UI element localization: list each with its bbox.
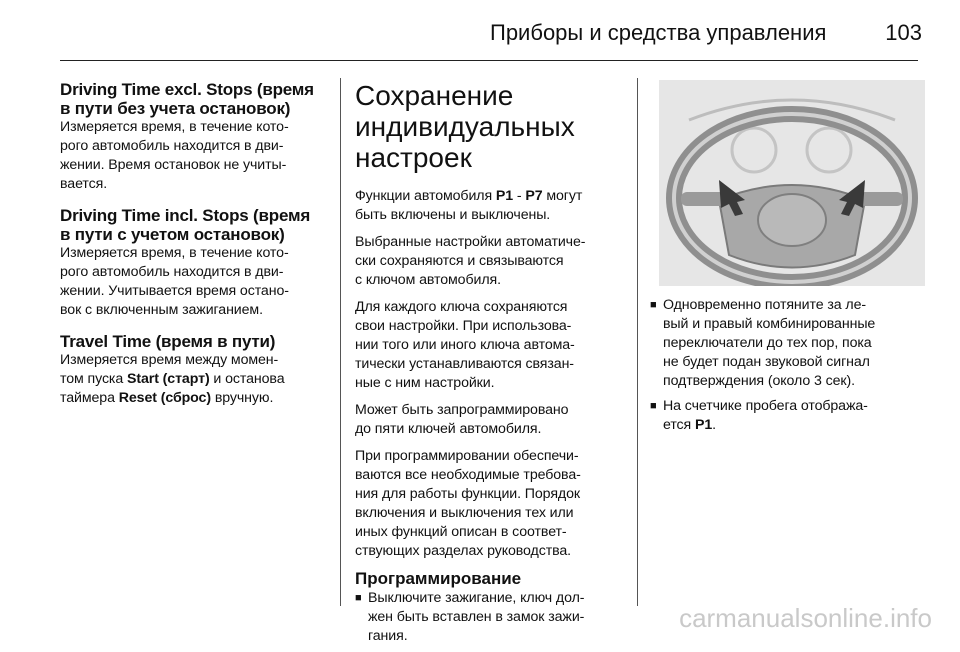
text-line: нии того или иного ключа автома- [355,337,575,353]
column-left [60,80,328,408]
text-fragment: таймера [60,390,119,406]
section-body [60,118,328,194]
column-divider-1 [340,78,341,606]
text-line: ные с ним настройки. [355,375,495,391]
text-line: не будет подан звуковой сигнал [663,354,870,370]
column-divider-2 [637,78,638,606]
subheading-programming: Программирование [355,569,522,588]
section-driving-time-excl [60,80,328,194]
paragraph [355,233,625,290]
text-line: Измеряется время, в течение кото- [60,245,289,261]
section-title [355,80,625,173]
paragraph [355,447,625,561]
text-line: рого автомобиль находится в дви- [60,264,284,280]
bullet-item [650,397,920,435]
watermark: carmanualsonline.info [679,603,932,633]
text-line: включения и выключения тех или [355,505,574,521]
page-number: 103 [885,20,922,45]
text-line: жении. Учитывается время остано- [60,283,289,299]
text-line: Может быть запрограммировано [355,402,569,418]
text-fragment: том пуска [60,371,127,387]
paragraph [355,298,625,393]
title-line: настроек [355,142,472,173]
text-fragment: могут [542,188,583,204]
heading-line: Driving Time excl. Stops (время [60,80,314,99]
text-fragment: вручную. [210,390,274,406]
text-line: жен быть вставлен в замок зажи- [368,609,585,625]
text-fragment: Функции автомобиля [355,188,496,204]
text-line: быть включены и выключены. [355,207,551,223]
bullet-text [663,296,875,391]
bold-term: Start (старт) [127,371,210,387]
text-line: Измеряется время между момен- [60,352,279,368]
bullet-square-icon: ■ [650,400,657,412]
section-heading: Travel Time (время в пути) [60,332,276,351]
text-line: ски сохраняются и связываются [355,253,564,269]
text-line: гания. [368,628,408,644]
heading-line: в пути без учета остановок) [60,99,291,118]
text-line: При программировании обеспечи- [355,448,579,464]
column-middle [355,80,625,652]
title-line: Сохранение [355,80,514,111]
bold-term: P1 [495,188,514,204]
header-title: Приборы и средства управления [490,20,827,45]
text-line: Выключите зажигание, ключ дол- [368,590,585,606]
section-body [60,244,328,320]
header-rule [60,60,918,61]
bullet-square-icon: ■ [355,592,362,604]
steering-wheel-illustration [659,80,925,286]
section-travel-time [60,332,328,408]
steering-wheel-icon [659,80,925,286]
paragraph [355,401,625,439]
text-line: вок с включенным зажиганием. [60,302,263,318]
text-line: подтверждения (около 3 сек). [663,373,855,389]
text-line: рого автомобиль находится в дви- [60,138,284,154]
text-line: вый и правый комбинированные [663,316,876,332]
text-line: жении. Время остановок не учиты- [60,157,287,173]
bullet-item [650,296,920,391]
bold-term: Reset (сброс) [118,390,211,406]
text-line: Для каждого ключа сохраняются [355,299,568,315]
text-fragment: и останова [209,371,285,387]
text-fragment: . [712,417,716,433]
text-line: вается. [60,176,108,192]
text-line: иных функций описан в соответ- [355,524,567,540]
text-line: тически устанавливаются связан- [355,356,574,372]
title-line: индивидуальных [355,111,575,142]
text-fragment: ется [663,417,695,433]
text-fragment: - [513,188,526,204]
text-line: с ключом автомобиля. [355,272,501,288]
text-line: ния для работы функции. Порядок [355,486,580,502]
text-line: ствующих разделах руководства. [355,543,572,559]
text-line: Выбранные настройки автоматиче- [355,234,586,250]
heading-line: Driving Time incl. Stops (время [60,206,311,225]
section-heading [60,80,328,118]
text-line: до пяти ключей автомобиля. [355,421,542,437]
bold-term: P7 [525,188,543,204]
section-driving-time-incl [60,206,328,320]
text-line: Измеряется время, в течение кото- [60,119,289,135]
bullet-text [663,397,868,435]
text-line: свои настройки. При использова- [355,318,572,334]
text-line: На счетчике пробега отобража- [663,398,868,414]
text-line: переключатели до тех пор, пока [663,335,872,351]
heading-line: в пути с учетом остановок) [60,225,285,244]
bullet-text [368,589,584,646]
text-line: Одновременно потяните за ле- [663,297,866,313]
column-right [650,296,920,441]
paragraph [355,187,625,225]
bullet-square-icon: ■ [650,299,657,311]
bold-term: P1 [694,417,713,433]
text-line: ваются все необходимые требова- [355,467,581,483]
bullet-item [355,589,625,646]
section-body [60,351,328,408]
section-heading [60,206,328,244]
